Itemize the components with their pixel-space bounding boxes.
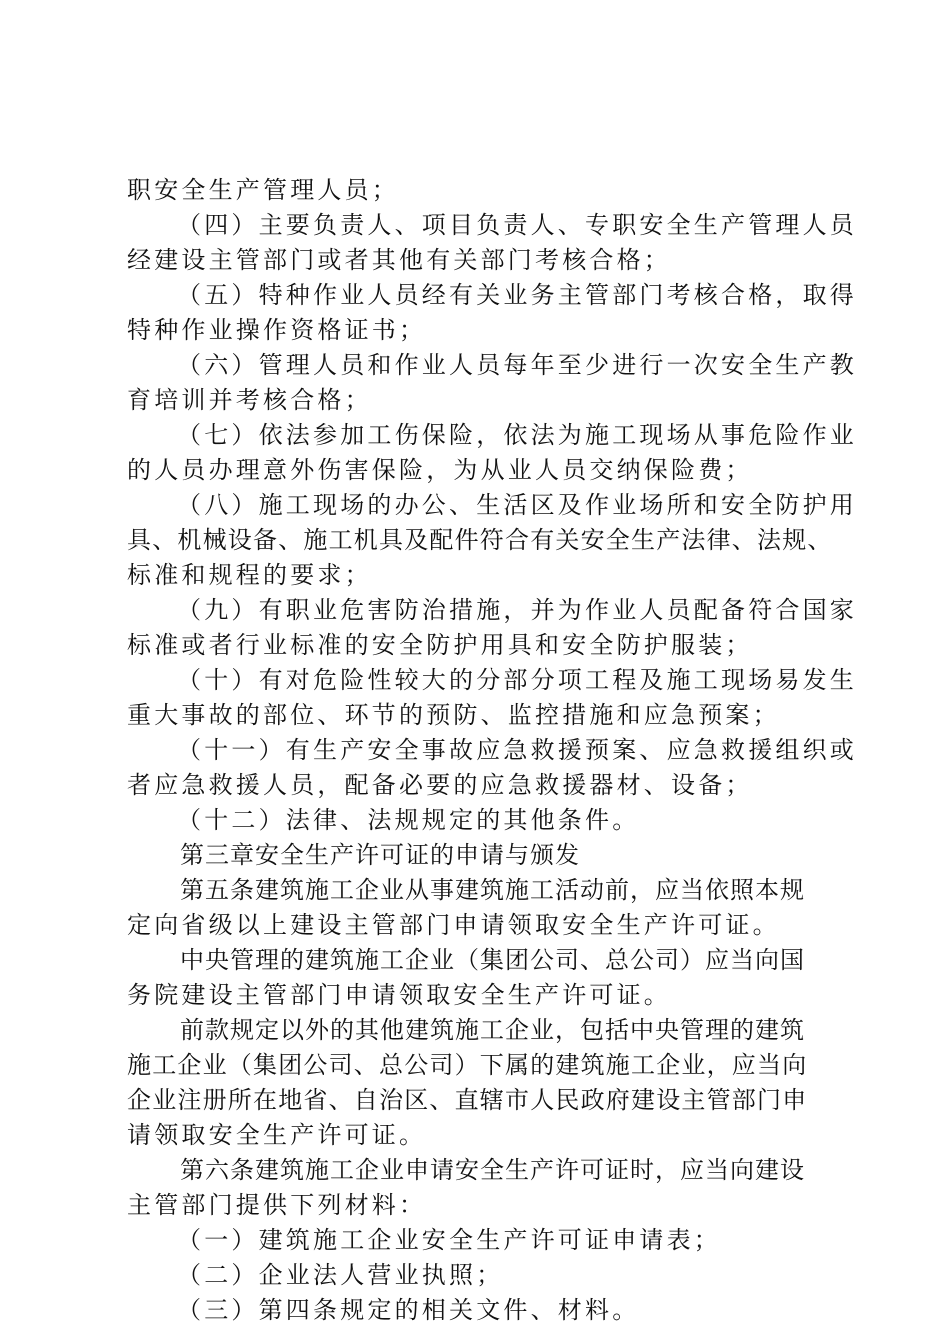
text-line: （十）有对危险性较大的分部分项工程及施工现场易发生 [177, 666, 857, 694]
text-line: 标准和规程的要求； [127, 561, 372, 589]
text-line: 重大事故的部位、环节的预防、监控措施和应急预案； [127, 701, 780, 729]
text-line: （十一）有生产安全事故应急救援预案、应急救援组织或 [177, 736, 857, 764]
text-line: （六）管理人员和作业人员每年至少进行一次安全生产教 [177, 351, 857, 379]
text-line: 第六条建筑施工企业申请安全生产许可证时，应当向建设 [180, 1156, 805, 1184]
text-line: （二）企业法人营业执照； [177, 1261, 504, 1289]
text-line: 主管部门提供下列材料： [127, 1191, 427, 1219]
text-line: 的人员办理意外伤害保险，为从业人员交纳保险费； [127, 456, 753, 484]
text-line: 职安全生产管理人员； [127, 176, 399, 204]
text-line: 请领取安全生产许可证。 [127, 1121, 427, 1149]
text-line: 者应急救援人员，配备必要的应急救援器材、设备； [127, 771, 753, 799]
text-line: （五）特种作业人员经有关业务主管部门考核合格，取得 [177, 281, 857, 309]
text-line: （四）主要负责人、项目负责人、专职安全生产管理人员 [177, 211, 857, 239]
text-line: 企业注册所在地省、自治区、直辖市人民政府建设主管部门申 [127, 1086, 808, 1114]
text-line: 经建设主管部门或者其他有关部门考核合格； [127, 246, 671, 274]
text-line: 定向省级以上建设主管部门申请领取安全生产许可证。 [127, 911, 780, 939]
text-line: 具、机械设备、施工机具及配件符合有关安全生产法律、法规、 [127, 526, 833, 554]
text-line: 特种作业操作资格证书； [127, 316, 427, 344]
text-line: （七）依法参加工伤保险，依法为施工现场从事危险作业 [177, 421, 857, 449]
text-line: 标准或者行业标准的安全防护用具和安全防护服装； [127, 631, 753, 659]
document-body [127, 173, 857, 1328]
text-line: （三）第四条规定的相关文件、材料。 [177, 1296, 640, 1324]
text-line: 中央管理的建筑施工企业（集团公司、总公司）应当向国 [180, 946, 805, 974]
text-line: （一）建筑施工企业安全生产许可证申请表； [177, 1226, 721, 1254]
text-line: 育培训并考核合格； [127, 386, 372, 414]
text-line: 第五条建筑施工企业从事建筑施工活动前，应当依照本规 [180, 876, 805, 904]
text-line: 施工企业（集团公司、总公司）下属的建筑施工企业，应当向 [127, 1051, 808, 1079]
text-line: （九）有职业危害防治措施，并为作业人员配备符合国家 [177, 596, 857, 624]
chapter-heading: 第三章安全生产许可证的申请与颁发 [180, 841, 580, 869]
text-line: 前款规定以外的其他建筑施工企业，包括中央管理的建筑 [180, 1016, 805, 1044]
text-line: （八）施工现场的办公、生活区及作业场所和安全防护用 [177, 491, 857, 519]
text-line: 务院建设主管部门申请领取安全生产许可证。 [127, 981, 671, 1009]
text-line: （十二）法律、法规规定的其他条件。 [177, 806, 640, 834]
